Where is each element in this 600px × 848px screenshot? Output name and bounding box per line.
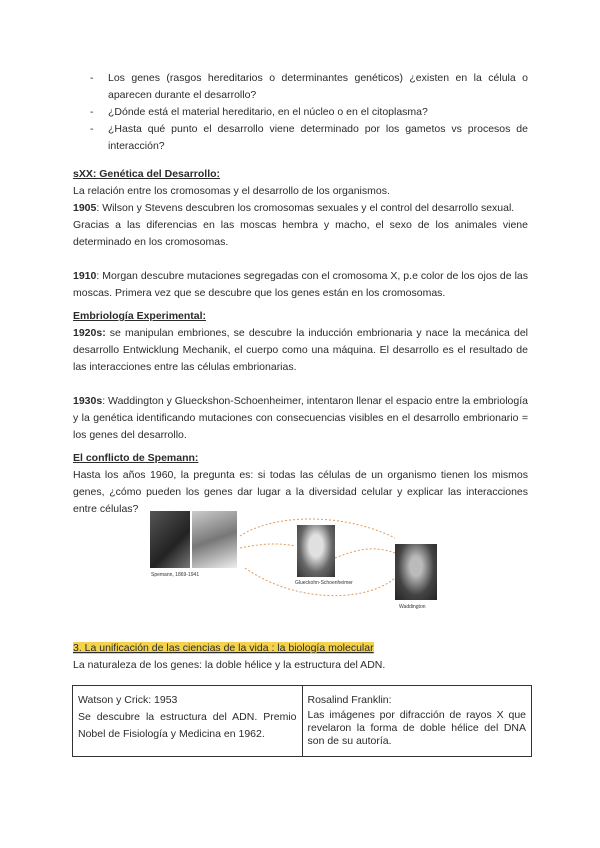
caption-glueckohn: Glueckohn-Schoenheimer [295,580,353,586]
table-cell-watson-crick: Watson y Crick: 1953 Se descubre la estructura del ADN. Premio Nobel de Fisiología y Medicina en 1962. [73,686,303,757]
year-label: 1910 [73,270,97,282]
list-item: - ¿Hasta qué punto el desarrollo viene determinado por los gametos vs procesos de interacción? [92,121,528,155]
section-biologia-molecular [73,640,528,674]
section-genetica [73,166,528,302]
paragraph: La naturaleza de los genes: la doble hélice y la estructura del ADN. [73,659,386,671]
glueckohn-photo [297,525,335,577]
discoveries-table [72,685,532,757]
caption-waddington: Waddington [399,604,426,610]
paragraph: 1905: Wilson y Stevens descubren los cromosomas sexuales y el control del desarrollo sexual. [73,202,515,214]
list-item: - ¿Dónde está el material hereditario, en el núcleo o en el citoplasma? [92,104,528,121]
section-heading: Embriología Experimental: [73,310,207,322]
paragraph: Gracias a las diferencias en las moscas hembra y macho, el sexo de los animales viene determinado en los cromosomas. [73,219,528,248]
paragraph: 1920s: se manipulan embriones, se descubre la inducción embrionaria y nace la mecánica del desarrollo Entwicklung Mechanik, el cuerpo como una máquina. El desarrollo es el resultado de las interacciones entre las células embrionarias. [73,327,528,373]
year-label: 1930s [73,395,103,407]
waddington-photo [395,544,437,600]
scientists-figure [145,508,475,613]
year-label: 1905 [73,202,97,214]
paragraph: 1910: Morgan descubre mutaciones segregadas con el cromosoma X, p.e color de los ojos de las moscas. Primera vez que se descubre que los genes están en los cromosomas. [73,270,528,299]
spemann-photo [150,511,190,568]
paragraph: La relación entre los cromosomas y el desarrollo de los organismos. [73,185,390,197]
section-heading: El conflicto de Spemann: [73,452,199,464]
year-label: 1920s: [73,327,106,339]
paragraph: Hasta los años 1960, la pregunta es: si todas las células de un organismo tienen los mismos genes, ¿cómo pueden los genes dar lugar a la diversidad celular y explicar las interacciones entre células? [73,469,528,515]
question-list [92,70,528,155]
section-heading: sXX: Genética del Desarrollo: [73,168,221,180]
table-cell-franklin: Rosalind Franklin: Las imágenes por difracción de rayos X que revelaron la forma de doble hélice del DNA son de su autoría. [302,686,532,757]
section-embriologia [73,308,528,444]
caption-spemann: Spemann, 1869-1941 [151,572,200,578]
paragraph: 1930s: Waddington y Glueckshon-Schoenheimer, intentaron llenar el espacio entre la embriología y la genética identificando mutaciones con consecuencias visibles en el desarrollo embrionario = los genes del desarrollo. [73,395,528,441]
embryo-photo [192,511,237,568]
section-heading: 3. La unificación de las ciencias de la vida : la biología molecular [73,642,374,654]
table-row [73,686,532,757]
list-item: - Los genes (rasgos hereditarios o determinantes genéticos) ¿existen en la célula o aparecen durante el desarrollo? [92,70,528,104]
